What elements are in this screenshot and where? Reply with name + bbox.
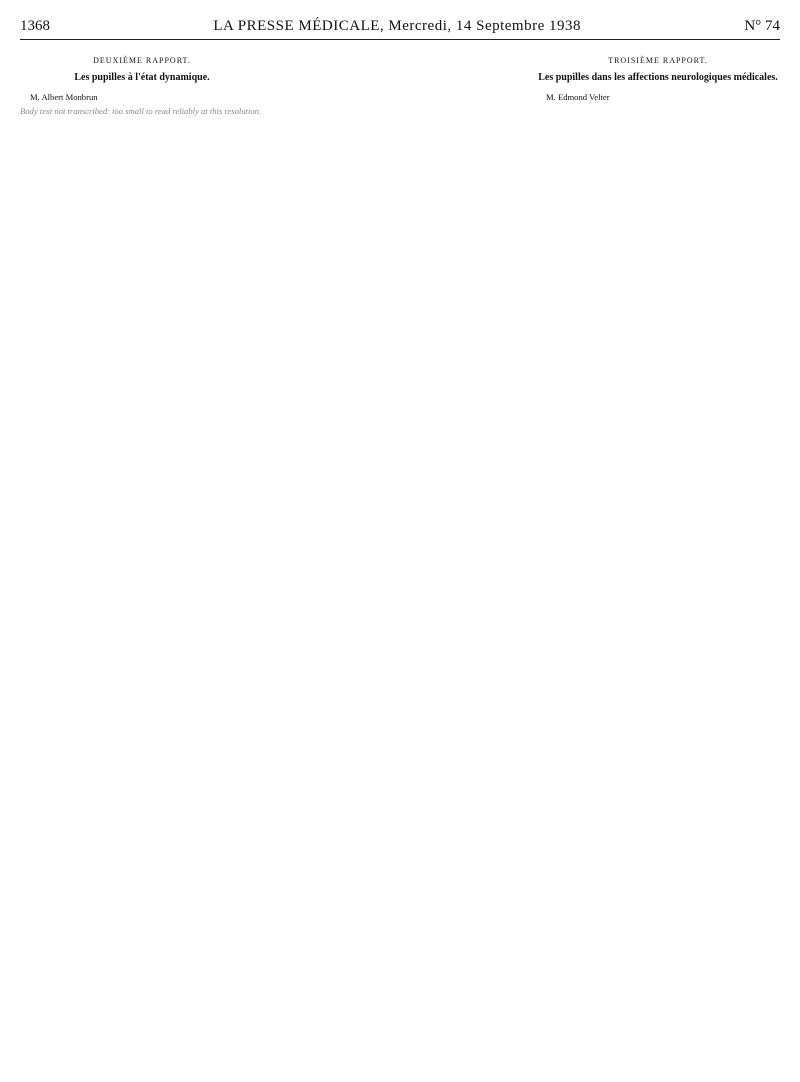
article-columns — [20, 46, 780, 1066]
column-2 — [278, 46, 522, 1066]
author-lead: M. Edmond Velter — [546, 91, 610, 102]
illegible-notice: Body text not transcribed: too small to read reliably at this resolution. — [20, 106, 262, 117]
newspaper-page — [20, 0, 780, 1066]
page-number: 1368 — [20, 18, 50, 34]
section-title: Les pupilles dans les affections neurologiques médicales. — [538, 71, 778, 83]
masthead — [20, 18, 780, 40]
issue-number: N° 74 — [744, 18, 780, 34]
section-title: Les pupilles à l'état dynamique. — [74, 71, 210, 83]
author-lead: M. Albert Monbrun — [30, 91, 98, 102]
column-3 — [536, 46, 780, 1066]
publication-title: LA PRESSE MÉDICALE, Mercredi, 14 Septembre 1938 — [213, 18, 582, 34]
section-rapport: TROISIÈME RAPPORT. — [608, 56, 708, 65]
section-rapport: DEUXIÈME RAPPORT. — [93, 56, 191, 65]
column-1 — [20, 46, 264, 1066]
